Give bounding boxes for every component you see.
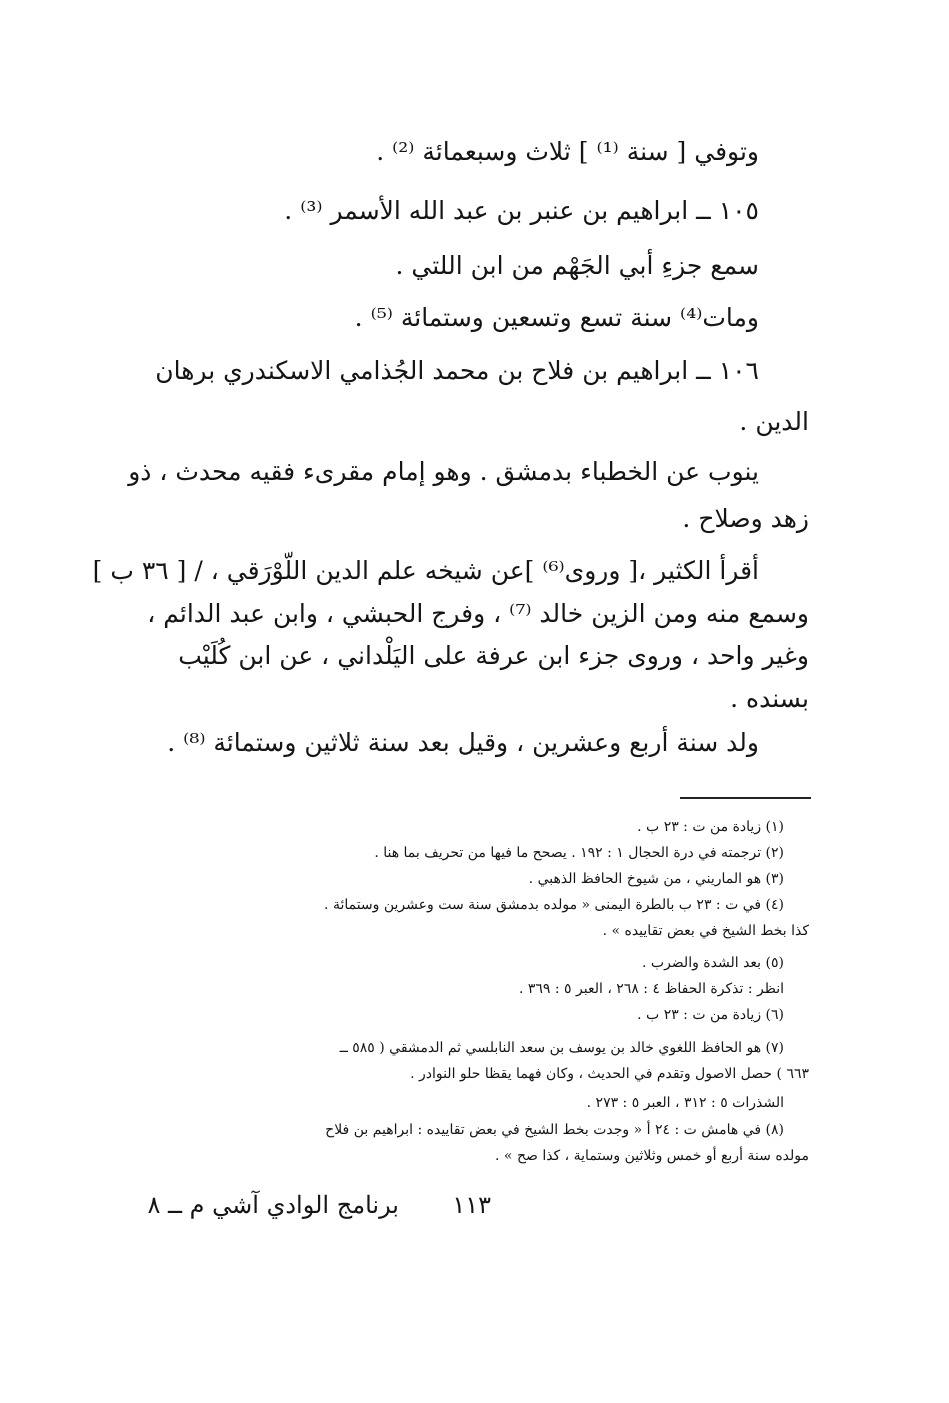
page-number: ١١٣ <box>452 1191 491 1219</box>
footnote-line: (٣) هو الماريني ، من شيوخ الحافظ الذهبي . <box>528 871 784 887</box>
footnote-line: (٢) ترجمته في درة الحجال ١ : ١٩٢ . يصحح ما فيها من تحريف بما هنا . <box>374 845 784 861</box>
signature-mark: برنامج الوادي آشي م ــ ٨ <box>147 1191 399 1219</box>
footnote-line: الشذرات ٥ : ٣١٢ ، العبر ٥ : ٢٧٣ . <box>586 1095 784 1111</box>
body-line: وتوفي [ سنة ⁽¹⁾ ] ثلاث وسبعمائة ⁽²⁾ . <box>376 137 759 166</box>
footnote-line: (١) زيادة من ت : ٢٣ ب . <box>637 819 784 835</box>
footnote-line: (٤) في ت : ٢٣ ب بالطرة اليمنى « مولده بدمشق سنة ست وعشرين وستمائة . <box>324 897 784 913</box>
body-line-entry-105: ١٠٥ ــ ابراهيم بن عنبر بن عبد الله الأسمر ⁽³⁾ . <box>284 196 759 225</box>
body-line: ينوب عن الخطباء بدمشق . وهو إمام مقرىء فقيه محدث ، ذو <box>128 457 759 486</box>
footnote-line: (٧) هو الحافظ اللغوي خالد بن يوسف بن سعد النابلسي ثم الدمشقي ( ٥٨٥ ــ <box>339 1040 784 1056</box>
body-line: الدين . <box>739 407 809 436</box>
body-line: ولد سنة أربع وعشرين ، وقيل بعد سنة ثلاثين وستمائة ⁽⁸⁾ . <box>167 728 759 757</box>
footnote-line: انظر : تذكرة الحفاظ ٤ : ٢٦٨ ، العبر ٥ : ٣٦٩ . <box>518 981 784 997</box>
footnote-separator <box>680 797 811 799</box>
footnote-line: (٥) بعد الشدة والضرب . <box>641 955 784 971</box>
footnote-line: ٦٦٣ ) حصل الاصول وتقدم في الحديث ، وكان فهما يقظا حلو النوادر . <box>410 1066 809 1082</box>
body-line: وسمع منه ومن الزين خالد ⁽⁷⁾ ، وفرج الحبشي ، وابن عبد الدائم ، <box>147 599 809 628</box>
body-line: زهد وصلاح . <box>682 504 809 533</box>
body-line: أقرأ الكثير ،[ وروى⁽⁶⁾ ]عن شيخه علم الدين اللّوْرَقي ، / [ ٣٦ ب ] <box>92 556 759 585</box>
body-line-entry-106: ١٠٦ ــ ابراهيم بن فلاح بن محمد الجُذامي الاسكندري برهان <box>155 356 759 385</box>
footnote-line: كذا بخط الشيخ في بعض تقاييده » . <box>602 923 809 939</box>
body-line: ومات⁽⁴⁾ سنة تسع وتسعين وستمائة ⁽⁵⁾ . <box>354 303 759 332</box>
body-line: سمع جزءِ أبي الجَهْم من ابن اللتي . <box>395 251 759 280</box>
body-line: وغير واحد ، وروى جزء ابن عرفة على اليَلْداني ، عن ابن كُلَيْب <box>178 641 809 670</box>
body-line: بسنده . <box>730 684 809 713</box>
footnote-line: (٨) في هامش ت : ٢٤ أ « وجدت بخط الشيخ في بعض تقاييده : ابراهيم بن فلاح <box>325 1122 784 1138</box>
footnote-line: مولده سنة أربع أو خمس وثلاثين وستماية ، كذا صح » . <box>495 1148 809 1164</box>
footnote-line: (٦) زيادة من ت : ٢٣ ب . <box>637 1007 784 1023</box>
